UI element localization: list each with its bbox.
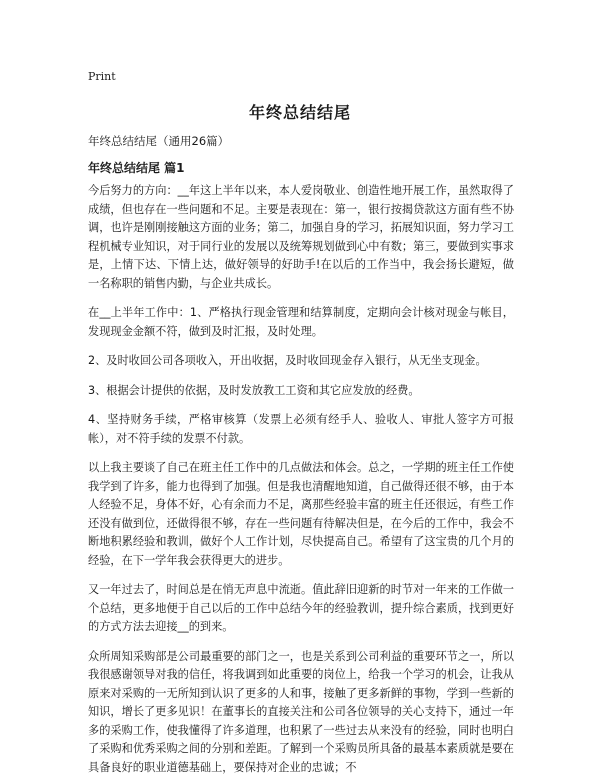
paragraph: 4、坚持财务手续，严格审核算（发票上必须有经手人、验收人、审批人签字方可报帐），对不符手续的发票不付款。 <box>88 413 514 445</box>
document-title: 年终总结结尾 <box>248 103 351 122</box>
paragraph: 在__上半年工作中：1、严格执行现金管理和结算制度，定期向会计核对现金与帐目，发现现金金额不符，做到及时汇报，及时处理。 <box>88 306 514 338</box>
document-body <box>88 132 514 776</box>
paragraph: 今后努力的方向：__年这上半年以来，本人爱岗敬业、创造性地开展工作，虽然取得了成绩，但也存在一些问题和不足。主要是表现在：第一，银行按揭贷款这方面有些不协调，也许是刚刚接触这方面的业务；第二，加强自身的学习，拓展知识面，努力学习工程机械专业知识，对于同行业的发展以及统筹规划做到心中有数；第三，要做到实事求是，上情下达、下情上达，做好领导的好助手!在以后的工作当中，我会扬长避短，做一名称职的销售内勤，与企业共成长。 <box>88 184 514 290</box>
section-heading: 年终总结结尾 篇1 <box>88 161 185 175</box>
paragraph: 3、根据会计提供的依据，及时发放教工工资和其它应发放的经费。 <box>88 383 420 397</box>
document-subtitle: 年终总结结尾（通用26篇） <box>88 134 230 148</box>
paragraph: 又一年过去了，时间总是在悄无声息中流逝。值此辞旧迎新的时节对一年来的工作做一个总结，更多地便于自己以后的工作中总结今年的经验教训，提升综合素质，找到更好的方式方法去迎接__的到来。 <box>88 583 514 633</box>
paragraph: 众所周知采购部是公司最重要的部门之一，也是关系到公司利益的重要环节之一，所以我很感谢领导对我的信任，将我调到如此重要的岗位上，给我一个学习的机会，让我从原来对采购的一无所知到认识了更多的人和事，接触了更多新鲜的事物，学到一些新的知识，增长了更多见识！在董事长的直接关注和公司各位领导的关心支持下，通过一年多的采购工作，使我懂得了许多道理，也积累了一些过去从来没有的经验，同时也明白了采购和优秀采购之间的分别和差距。了解到一个采购员所具备的最基本素质就是要在具备良好的职业道德基础上，要保持对企业的忠诚；不 <box>88 649 514 774</box>
paragraph: 以上我主要谈了自己在班主任工作中的几点做法和体会。总之，一学期的班主任工作使我学到了许多，能力也得到了加强。但是我也清醒地知道，自己做得还很不够，由于本人经验不足，身体不好，心有余而力不足，离那些经验丰富的班主任还很远，有些工作还没有做到位，还做得很不够，存在一些问题有待解决但是，在今后的工作中，我会不断地积累经验和教训，做好个人工作计划，尽快提高自己。希望有了这宝贵的几个月的经验，在下一学年我会获得更大的进步。 <box>88 461 514 567</box>
print-link[interactable]: Print <box>88 70 116 83</box>
paragraph: 2、及时收回公司各项收入，开出收据，及时收回现金存入银行，从无坐支现金。 <box>88 354 487 367</box>
